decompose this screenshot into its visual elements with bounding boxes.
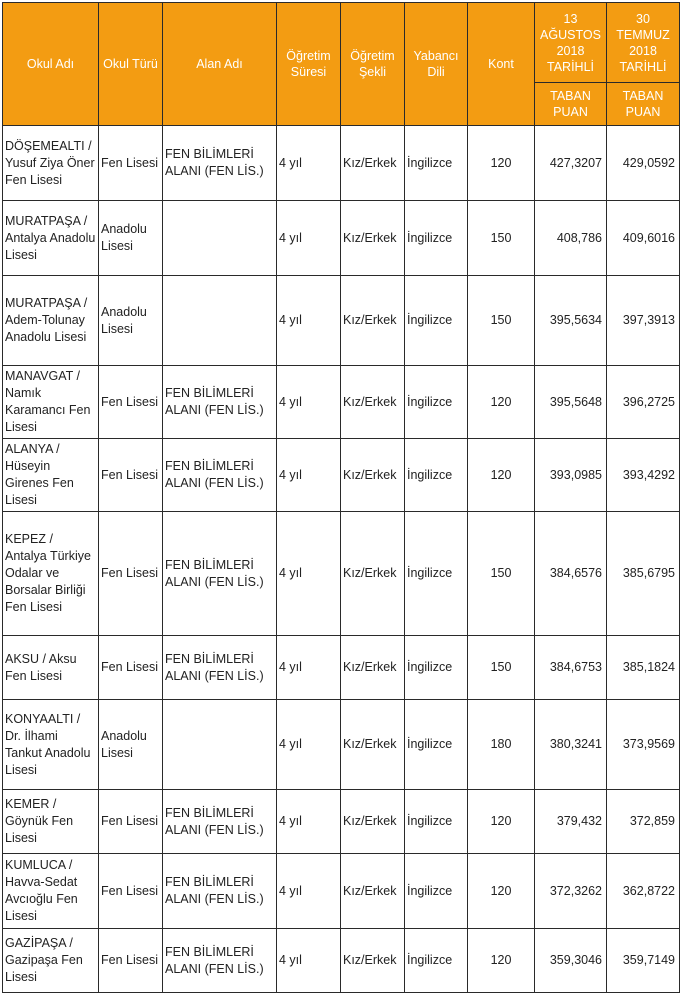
field-name-cell: FEN BİLİMLERİ ALANI (FEN LİS.) bbox=[163, 790, 277, 854]
header-school-name: Okul Adı bbox=[3, 3, 99, 126]
school-type-cell: Fen Lisesi bbox=[99, 366, 163, 439]
school-type-cell: Fen Lisesi bbox=[99, 439, 163, 512]
quota-cell: 150 bbox=[468, 201, 535, 276]
mode-cell: Kız/Erkek bbox=[341, 929, 405, 993]
school-name-cell: KEMER / Göynük Fen Lisesi bbox=[3, 790, 99, 854]
school-name-cell: KONYAALTI / Dr. İlhami Tankut Anadolu Lisesi bbox=[3, 700, 99, 790]
table-row bbox=[3, 512, 680, 636]
header-quota: Kont bbox=[468, 3, 535, 126]
language-cell: İngilizce bbox=[405, 126, 468, 201]
table-row bbox=[3, 854, 680, 929]
header-row bbox=[3, 3, 680, 83]
school-name-cell: DÖŞEMEALTI / Yusuf Ziya Öner Fen Lisesi bbox=[3, 126, 99, 201]
school-name-cell: ALANYA / Hüseyin Girenes Fen Lisesi bbox=[3, 439, 99, 512]
score-august-cell: 384,6576 bbox=[535, 512, 607, 636]
header-language: Yabancı Dili bbox=[405, 3, 468, 126]
duration-cell: 4 yıl bbox=[277, 790, 341, 854]
mode-cell: Kız/Erkek bbox=[341, 636, 405, 700]
table-row bbox=[3, 790, 680, 854]
mode-cell: Kız/Erkek bbox=[341, 126, 405, 201]
quota-cell: 150 bbox=[468, 512, 535, 636]
mode-cell: Kız/Erkek bbox=[341, 512, 405, 636]
score-july-cell: 396,2725 bbox=[607, 366, 680, 439]
school-type-cell: Anadolu Lisesi bbox=[99, 201, 163, 276]
score-august-cell: 427,3207 bbox=[535, 126, 607, 201]
language-cell: İngilizce bbox=[405, 854, 468, 929]
table-row bbox=[3, 366, 680, 439]
score-july-cell: 372,859 bbox=[607, 790, 680, 854]
quota-cell: 120 bbox=[468, 439, 535, 512]
score-july-cell: 429,0592 bbox=[607, 126, 680, 201]
mode-cell: Kız/Erkek bbox=[341, 790, 405, 854]
quota-cell: 120 bbox=[468, 126, 535, 201]
language-cell: İngilizce bbox=[405, 929, 468, 993]
school-type-cell: Fen Lisesi bbox=[99, 636, 163, 700]
score-july-cell: 397,3913 bbox=[607, 276, 680, 366]
quota-cell: 150 bbox=[468, 636, 535, 700]
field-name-cell: FEN BİLİMLERİ ALANI (FEN LİS.) bbox=[163, 854, 277, 929]
table-row bbox=[3, 201, 680, 276]
duration-cell: 4 yıl bbox=[277, 439, 341, 512]
field-name-cell: FEN BİLİMLERİ ALANI (FEN LİS.) bbox=[163, 512, 277, 636]
score-august-cell: 379,432 bbox=[535, 790, 607, 854]
score-august-cell: 395,5648 bbox=[535, 366, 607, 439]
language-cell: İngilizce bbox=[405, 439, 468, 512]
quota-cell: 150 bbox=[468, 276, 535, 366]
score-august-cell: 408,786 bbox=[535, 201, 607, 276]
school-type-cell: Fen Lisesi bbox=[99, 126, 163, 201]
school-type-cell: Anadolu Lisesi bbox=[99, 700, 163, 790]
field-name-cell bbox=[163, 700, 277, 790]
score-july-cell: 373,9569 bbox=[607, 700, 680, 790]
field-name-cell: FEN BİLİMLERİ ALANI (FEN LİS.) bbox=[163, 126, 277, 201]
header-mode: Öğretim Şekli bbox=[341, 3, 405, 126]
field-name-cell: FEN BİLİMLERİ ALANI (FEN LİS.) bbox=[163, 929, 277, 993]
quota-cell: 180 bbox=[468, 700, 535, 790]
table-row bbox=[3, 636, 680, 700]
school-type-cell: Anadolu Lisesi bbox=[99, 276, 163, 366]
duration-cell: 4 yıl bbox=[277, 854, 341, 929]
language-cell: İngilizce bbox=[405, 790, 468, 854]
header-duration: Öğretim Süresi bbox=[277, 3, 341, 126]
school-scores-table bbox=[2, 2, 680, 993]
score-august-cell: 393,0985 bbox=[535, 439, 607, 512]
duration-cell: 4 yıl bbox=[277, 636, 341, 700]
score-august-cell: 372,3262 bbox=[535, 854, 607, 929]
table-row bbox=[3, 700, 680, 790]
school-name-cell: KEPEZ / Antalya Türkiye Odalar ve Borsalar Birliği Fen Lisesi bbox=[3, 512, 99, 636]
score-august-cell: 359,3046 bbox=[535, 929, 607, 993]
mode-cell: Kız/Erkek bbox=[341, 700, 405, 790]
table-row bbox=[3, 929, 680, 993]
school-name-cell: MURATPAŞA / Adem-Tolunay Anadolu Lisesi bbox=[3, 276, 99, 366]
field-name-cell: FEN BİLİMLERİ ALANI (FEN LİS.) bbox=[163, 366, 277, 439]
mode-cell: Kız/Erkek bbox=[341, 276, 405, 366]
header-score-august: TABAN PUAN bbox=[535, 83, 607, 126]
duration-cell: 4 yıl bbox=[277, 366, 341, 439]
quota-cell: 120 bbox=[468, 854, 535, 929]
table-row bbox=[3, 276, 680, 366]
quota-cell: 120 bbox=[468, 790, 535, 854]
table-row bbox=[3, 126, 680, 201]
score-july-cell: 385,1824 bbox=[607, 636, 680, 700]
score-august-cell: 395,5634 bbox=[535, 276, 607, 366]
mode-cell: Kız/Erkek bbox=[341, 854, 405, 929]
school-name-cell: MANAVGAT / Namık Karamancı Fen Lisesi bbox=[3, 366, 99, 439]
field-name-cell: FEN BİLİMLERİ ALANI (FEN LİS.) bbox=[163, 439, 277, 512]
score-july-cell: 362,8722 bbox=[607, 854, 680, 929]
language-cell: İngilizce bbox=[405, 512, 468, 636]
duration-cell: 4 yıl bbox=[277, 201, 341, 276]
quota-cell: 120 bbox=[468, 366, 535, 439]
header-score-july: TABAN PUAN bbox=[607, 83, 680, 126]
language-cell: İngilizce bbox=[405, 201, 468, 276]
duration-cell: 4 yıl bbox=[277, 126, 341, 201]
duration-cell: 4 yıl bbox=[277, 929, 341, 993]
school-name-cell: MURATPAŞA / Antalya Anadolu Lisesi bbox=[3, 201, 99, 276]
score-july-cell: 385,6795 bbox=[607, 512, 680, 636]
header-date-july: 30 TEMMUZ 2018 TARİHLİ bbox=[607, 3, 680, 83]
field-name-cell bbox=[163, 201, 277, 276]
school-type-cell: Fen Lisesi bbox=[99, 790, 163, 854]
school-type-cell: Fen Lisesi bbox=[99, 929, 163, 993]
table-row bbox=[3, 439, 680, 512]
school-name-cell: KUMLUCA / Havva-Sedat Avcıoğlu Fen Lisesi bbox=[3, 854, 99, 929]
header-field-name: Alan Adı bbox=[163, 3, 277, 126]
mode-cell: Kız/Erkek bbox=[341, 366, 405, 439]
header-date-august: 13 AĞUSTOS 2018 TARİHLİ bbox=[535, 3, 607, 83]
school-type-cell: Fen Lisesi bbox=[99, 854, 163, 929]
quota-cell: 120 bbox=[468, 929, 535, 993]
duration-cell: 4 yıl bbox=[277, 700, 341, 790]
school-name-cell: AKSU / Aksu Fen Lisesi bbox=[3, 636, 99, 700]
language-cell: İngilizce bbox=[405, 636, 468, 700]
duration-cell: 4 yıl bbox=[277, 276, 341, 366]
score-august-cell: 380,3241 bbox=[535, 700, 607, 790]
header-school-type: Okul Türü bbox=[99, 3, 163, 126]
field-name-cell bbox=[163, 276, 277, 366]
language-cell: İngilizce bbox=[405, 276, 468, 366]
field-name-cell: FEN BİLİMLERİ ALANI (FEN LİS.) bbox=[163, 636, 277, 700]
duration-cell: 4 yıl bbox=[277, 512, 341, 636]
score-july-cell: 409,6016 bbox=[607, 201, 680, 276]
school-name-cell: GAZİPAŞA / Gazipaşa Fen Lisesi bbox=[3, 929, 99, 993]
score-july-cell: 393,4292 bbox=[607, 439, 680, 512]
mode-cell: Kız/Erkek bbox=[341, 439, 405, 512]
mode-cell: Kız/Erkek bbox=[341, 201, 405, 276]
language-cell: İngilizce bbox=[405, 700, 468, 790]
language-cell: İngilizce bbox=[405, 366, 468, 439]
score-august-cell: 384,6753 bbox=[535, 636, 607, 700]
school-type-cell: Fen Lisesi bbox=[99, 512, 163, 636]
score-july-cell: 359,7149 bbox=[607, 929, 680, 993]
